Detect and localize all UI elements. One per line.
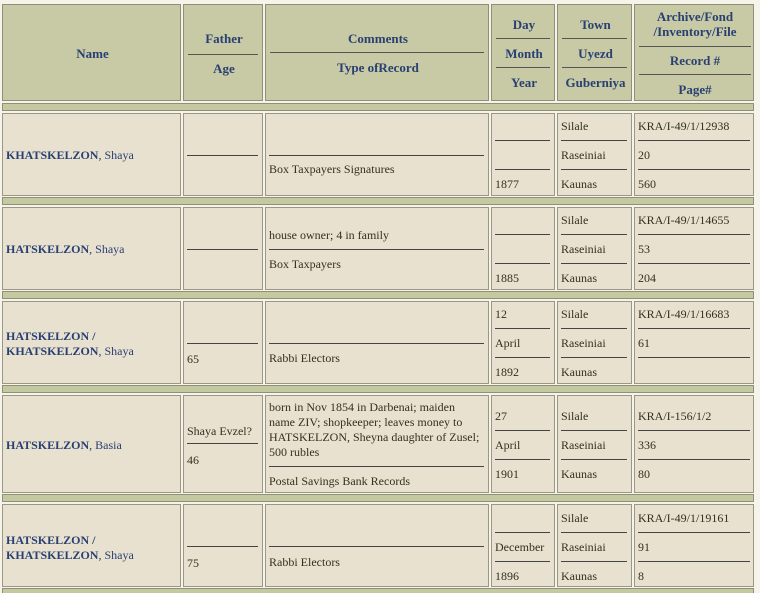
day-rule: [495, 430, 550, 431]
header-town: Town: [580, 17, 611, 32]
year-value: 1877: [495, 177, 519, 191]
header-record: Record #: [669, 53, 721, 68]
date-cell: [491, 113, 555, 196]
date-cell: [491, 395, 555, 493]
record-number-value: 91: [638, 540, 650, 554]
father-age-cell: [183, 301, 263, 384]
uyezd-rule: [561, 561, 627, 562]
comment-rule: [269, 155, 484, 156]
record-rule: [638, 263, 750, 264]
record-number-value: 53: [638, 242, 650, 256]
month-value: April: [495, 336, 521, 350]
month-rule: [495, 357, 550, 358]
person-name-line2: KHATSKELZON, Shaya: [6, 344, 134, 358]
age-value: 46: [187, 453, 199, 467]
name-cell: [2, 207, 181, 290]
comment-rule: [269, 249, 484, 250]
comments-cell: [265, 207, 489, 290]
header-month: Month: [505, 46, 543, 61]
town-rule: [561, 140, 627, 141]
father-age-cell: [183, 207, 263, 290]
date-cell: [491, 207, 555, 290]
father-rule: [187, 249, 258, 250]
archive-rule: [638, 234, 750, 235]
town-value: Silale: [561, 511, 589, 525]
row-separator: [2, 385, 754, 393]
place-cell: [557, 301, 632, 384]
guberniya-value: Kaunas: [561, 569, 597, 583]
father-age-cell: [183, 395, 263, 493]
table-row: [0, 301, 760, 384]
guberniya-value: Kaunas: [561, 271, 597, 285]
header-town-rule: [562, 38, 627, 39]
record-rule: [638, 357, 750, 358]
row-separator: [2, 197, 754, 205]
name-cell: [2, 504, 181, 587]
record-type-value: Postal Savings Bank Records: [269, 474, 410, 488]
uyezd-rule: [561, 263, 627, 264]
comment-rule: [269, 466, 484, 467]
day-value: 27: [495, 409, 507, 423]
header-record-rule: [639, 74, 751, 75]
age-value: 75: [187, 556, 199, 570]
comments-cell: [265, 504, 489, 587]
father-rule: [187, 155, 258, 156]
comments-cell: [265, 113, 489, 196]
uyezd-rule: [561, 459, 627, 460]
table-row: [0, 207, 760, 290]
month-rule: [495, 561, 550, 562]
uyezd-value: Raseiniai: [561, 242, 606, 256]
header-date-cell: [491, 4, 555, 101]
header-archive-cell: [634, 4, 754, 101]
age-value: 65: [187, 352, 199, 366]
record-number-value: 61: [638, 336, 650, 350]
record-type-value: Box Taxpayers: [269, 257, 341, 271]
guberniya-value: Kaunas: [561, 467, 597, 481]
record-rule: [638, 459, 750, 460]
year-value: 1885: [495, 271, 519, 285]
month-value: December: [495, 540, 545, 554]
header-place-cell: [557, 4, 632, 101]
town-value: Silale: [561, 409, 589, 423]
table-row: [0, 395, 760, 493]
day-rule: [495, 328, 550, 329]
header-day: Day: [512, 17, 536, 32]
record-rule: [638, 561, 750, 562]
day-rule: [495, 532, 550, 533]
record-number-value: 336: [638, 438, 656, 452]
person-name: HATSKELZON, Shaya: [6, 242, 125, 256]
uyezd-rule: [561, 169, 627, 170]
name-cell: [2, 395, 181, 493]
person-name-line1: HATSKELZON /: [6, 329, 96, 343]
guberniya-value: Kaunas: [561, 177, 597, 191]
header-father-cell: [183, 4, 263, 101]
header-father-rule: [188, 54, 258, 55]
record-rule: [638, 169, 750, 170]
father-rule: [187, 343, 258, 344]
month-rule: [495, 169, 550, 170]
page-value: 560: [638, 177, 656, 191]
record-type-value: Rabbi Electors: [269, 555, 340, 569]
comment-value: house owner; 4 in family: [269, 228, 389, 242]
guberniya-value: Kaunas: [561, 365, 597, 379]
person-name-line1: HATSKELZON /: [6, 533, 96, 547]
header-uyezd: Uyezd: [578, 46, 613, 61]
comments-cell: [265, 301, 489, 384]
year-value: 1901: [495, 467, 519, 481]
comment-rule: [269, 546, 484, 547]
archive-value: KRA/I-49/1/19161: [638, 511, 730, 525]
person-name: HATSKELZON, Basia: [6, 438, 122, 452]
father-rule: [187, 546, 258, 547]
archive-value: KRA/I-49/1/16683: [638, 307, 730, 321]
father-age-cell: [183, 504, 263, 587]
header-day-rule: [496, 38, 550, 39]
row-separator: [2, 291, 754, 299]
town-value: Silale: [561, 307, 589, 321]
archive-value: KRA/I-49/1/14655: [638, 213, 730, 227]
uyezd-rule: [561, 357, 627, 358]
person-name: KHATSKELZON, Shaya: [6, 148, 134, 162]
day-rule: [495, 140, 550, 141]
place-cell: [557, 207, 632, 290]
name-cell: [2, 301, 181, 384]
header-name-cell: [2, 4, 181, 101]
row-separator: [2, 103, 754, 111]
date-cell: [491, 301, 555, 384]
header-month-rule: [496, 67, 550, 68]
record-type-value: Box Taxpayers Signatures: [269, 162, 395, 176]
comments-cell: [265, 395, 489, 493]
place-cell: [557, 504, 632, 587]
place-cell: [557, 113, 632, 196]
month-rule: [495, 263, 550, 264]
archive-rule: [638, 328, 750, 329]
page-value: 80: [638, 467, 650, 481]
archive-cell: [634, 395, 754, 493]
archive-rule: [638, 430, 750, 431]
header-type-of-record: Type ofRecord: [337, 60, 419, 75]
row-separator: [2, 494, 754, 502]
father-rule: [187, 443, 258, 444]
header-comments: Comments: [348, 31, 408, 46]
month-rule: [495, 459, 550, 460]
uyezd-value: Raseiniai: [561, 438, 606, 452]
header-comments-cell: [265, 4, 489, 101]
town-rule: [561, 532, 627, 533]
header-father: Father: [205, 31, 243, 46]
header-uyezd-rule: [562, 67, 627, 68]
header-year: Year: [511, 75, 537, 90]
header-page: Page#: [678, 82, 712, 97]
person-name-line2: KHATSKELZON, Shaya: [6, 548, 134, 562]
record-type-value: Rabbi Electors: [269, 351, 340, 365]
town-value: Silale: [561, 119, 589, 133]
day-value: 12: [495, 307, 507, 321]
date-cell: [491, 504, 555, 587]
archive-cell: [634, 113, 754, 196]
place-cell: [557, 395, 632, 493]
record-number-value: 20: [638, 148, 650, 162]
town-rule: [561, 234, 627, 235]
header-name: Name: [76, 46, 109, 61]
archive-cell: [634, 207, 754, 290]
header-guberniya: Guberniya: [565, 75, 626, 90]
town-value: Silale: [561, 213, 589, 227]
day-rule: [495, 234, 550, 235]
archive-rule: [638, 140, 750, 141]
header-age: Age: [213, 61, 235, 76]
town-rule: [561, 430, 627, 431]
header-comments-rule: [270, 52, 484, 53]
father-age-cell: [183, 113, 263, 196]
name-cell: [2, 113, 181, 196]
uyezd-value: Raseiniai: [561, 540, 606, 554]
archive-cell: [634, 301, 754, 384]
header-archive: Archive/Fond /Inventory/File: [653, 9, 737, 39]
year-value: 1892: [495, 365, 519, 379]
town-rule: [561, 328, 627, 329]
father-value: Shaya Evzel?: [187, 424, 252, 438]
comment-rule: [269, 343, 484, 344]
archive-value: KRA/I-156/1/2: [638, 409, 712, 423]
uyezd-value: Raseiniai: [561, 336, 606, 350]
page-value: 8: [638, 569, 644, 583]
row-separator: [2, 588, 754, 593]
table-row: [0, 113, 760, 196]
archive-value: KRA/I-49/1/12938: [638, 119, 730, 133]
uyezd-value: Raseiniai: [561, 148, 606, 162]
comment-value: born in Nov 1854 in Darbenai; maiden name ZIV; shopkeeper; leaves money to HATSKELZON, Sheyna daughter of Zusel; 500 rubles: [269, 400, 480, 459]
header-row: [0, 0, 760, 104]
table-row: [0, 504, 760, 587]
year-value: 1896: [495, 569, 519, 583]
archive-rule: [638, 532, 750, 533]
page-value: 204: [638, 271, 656, 285]
archive-cell: [634, 504, 754, 587]
month-value: April: [495, 438, 521, 452]
header-archive-rule: [639, 46, 751, 47]
